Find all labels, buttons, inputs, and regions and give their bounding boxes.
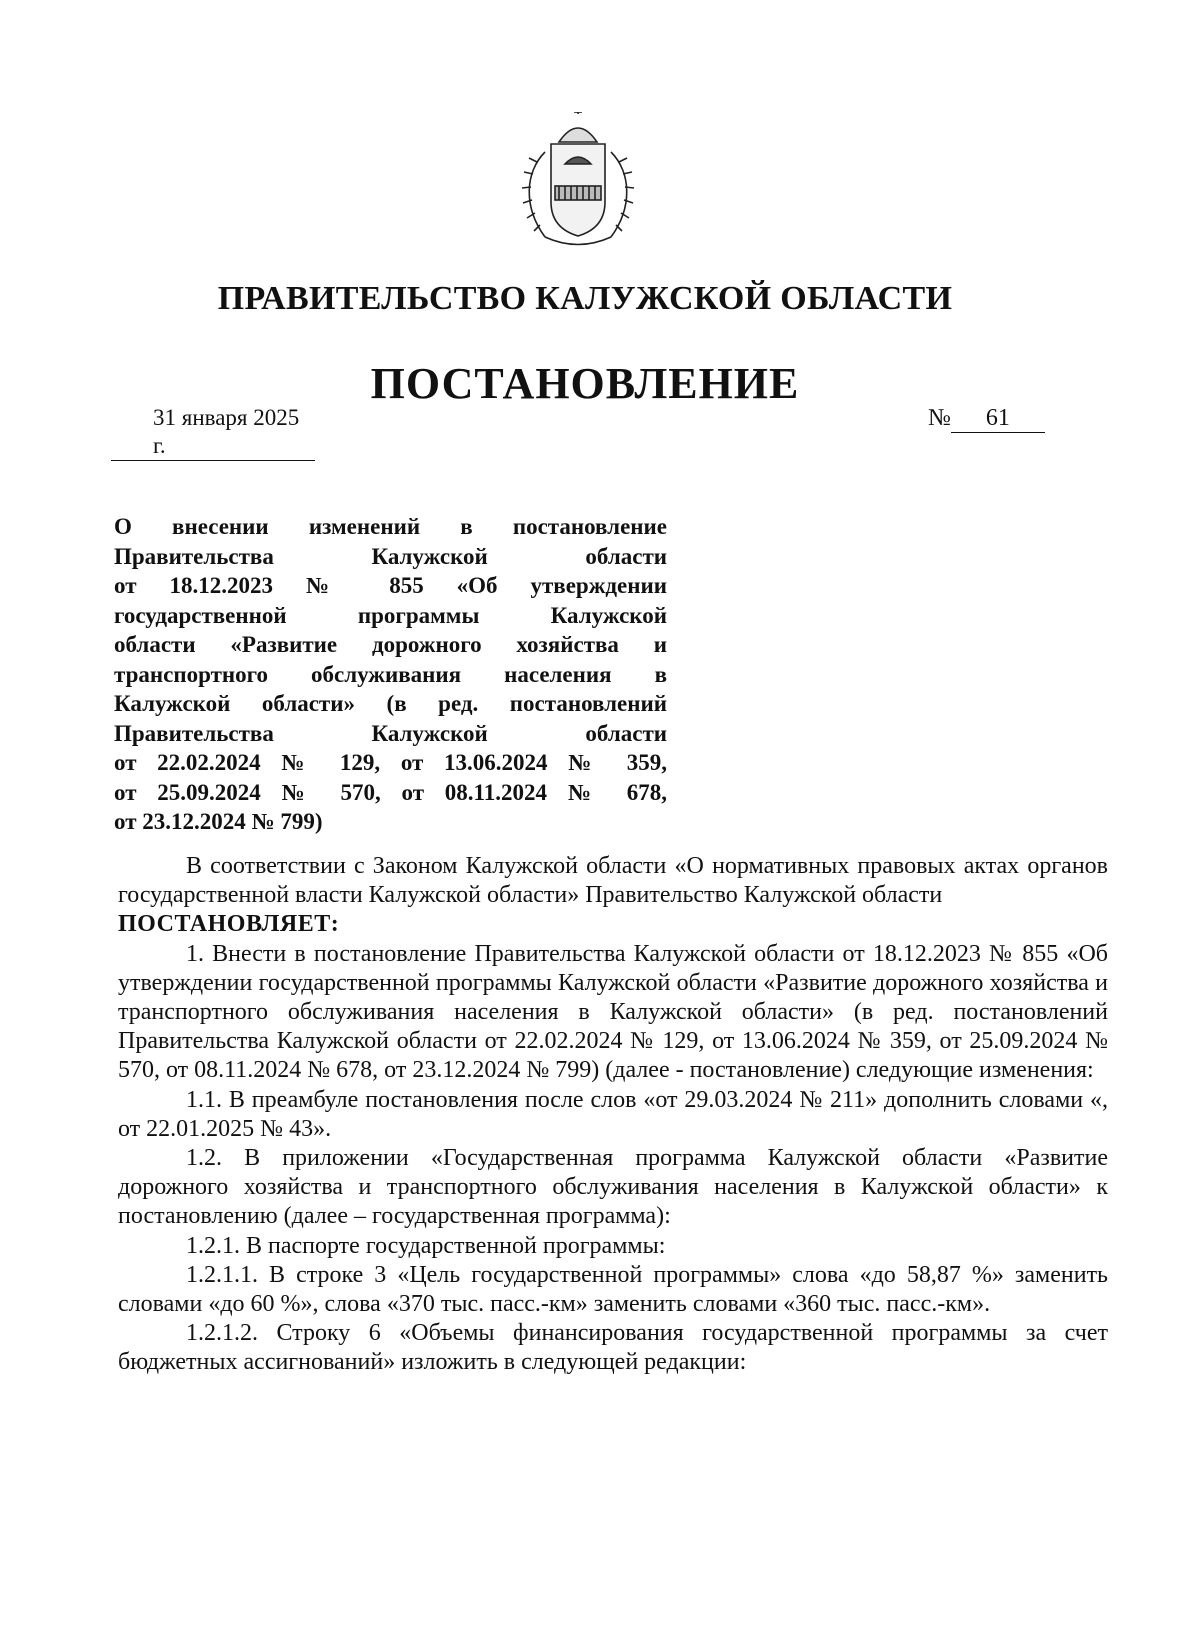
subject-line: О внесении изменений в постановление xyxy=(114,514,667,539)
preamble-paragraph: В соответствии с Законом Калужской области «О нормативных правовых актах органов государственной власти Калужской области» Правительство Калужской области xyxy=(118,853,1108,909)
subject-line: от 25.09.2024 № 570, от 08.11.2024 № 678, xyxy=(114,779,667,805)
clause-1-2-1: 1.2.1. В паспорте государственной программы: xyxy=(186,1232,666,1259)
subject-line: от 22.02.2024 № 129, от 13.06.2024 № 359, xyxy=(114,750,667,775)
subject-line-last: от 23.12.2024 № 799) xyxy=(114,809,323,834)
subject-line: Правительства Калужской области xyxy=(114,543,667,569)
number-sign: № xyxy=(928,405,951,431)
clause-1: 1. Внести в постановление Правительства Калужской области от 18.12.2023 № 855 «Об утверждении государственной программы Калужской области «Развитие дорожного хозяйства и транспортного обслуживания населения в Калужской области» (в ред. постановлений Правительства Калужской области от 22.02.2024 № 129, от 13.06.2024 № 359, от 25.09.2024 № 570, от 08.11.2024 № 678, от 23.12.2024 № 799) (далее - постановление) следующие изменения: xyxy=(118,940,1108,1084)
clause-1-2-1-1: 1.2.1.1. В строке 3 «Цель государственной программы» слова «до 58,87 %» заменить словами «до 60 %», слова «370 тыс. пасс.-км» заменить словами «360 тыс. пасс.-км». xyxy=(118,1261,1108,1318)
document-body xyxy=(118,852,1108,1378)
document-date: 31 января 2025 г. xyxy=(111,404,315,461)
document-subject xyxy=(114,512,667,837)
subject-line: государственной программы Калужской xyxy=(114,602,667,628)
subject-line: от 18.12.2023 № 855 «Об утверждении xyxy=(114,573,667,598)
document-type-title: ПОСТАНОВЛЕНИЕ xyxy=(370,359,800,408)
clause-1-2: 1.2. В приложении «Государственная программа Калужской области «Развитие дорожного хозяйства и транспортного обслуживания населения в Калужской области» к постановлению (далее – государственная программа): xyxy=(118,1145,1108,1230)
document-number xyxy=(928,404,1045,433)
coat-of-arms-icon xyxy=(515,112,641,252)
number-value: 61 xyxy=(951,404,1045,433)
clause-1-1: 1.1. В преамбуле постановления после слов «от 29.03.2024 № 211» дополнить словами «, от 22.01.2025 № 43». xyxy=(118,1086,1108,1142)
resolves-heading: ПОСТАНОВЛЯЕТ: xyxy=(118,911,340,938)
subject-line: Правительства Калужской области xyxy=(114,720,667,746)
subject-line: области «Развитие дорожного хозяйства и xyxy=(114,632,667,657)
clause-1-2-1-2: 1.2.1.2. Строку 6 «Объемы финансирования государственной программы за счет бюджетных ассигнований» изложить в следующей редакции: xyxy=(118,1320,1108,1376)
subject-line: транспортного обслуживания населения в xyxy=(114,661,667,687)
subject-line: Калужской области» (в ред. постановлений xyxy=(114,691,667,716)
government-title: ПРАВИТЕЛЬСТВО КАЛУЖСКОЙ ОБЛАСТИ xyxy=(217,280,953,317)
